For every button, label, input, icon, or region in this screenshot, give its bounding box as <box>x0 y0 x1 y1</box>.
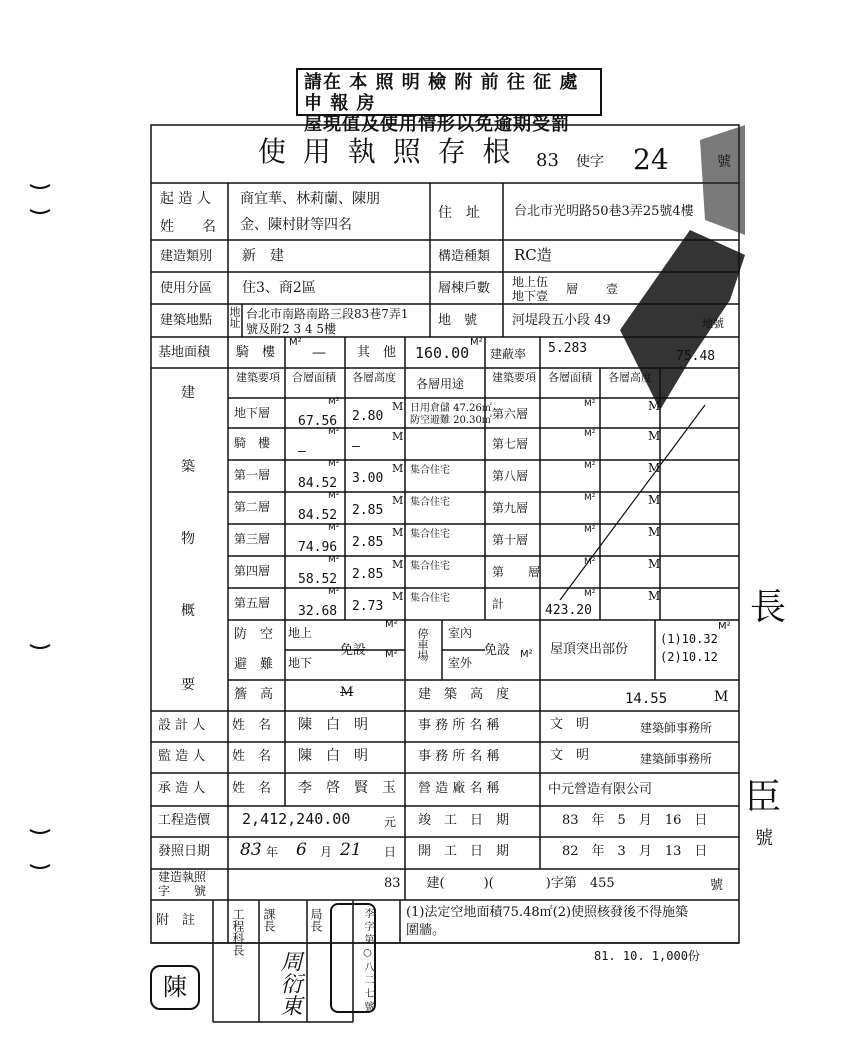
row-area-m2: M² <box>328 555 340 565</box>
floors-above: 地上伍 <box>512 275 549 289</box>
row-height: 2.85 <box>352 503 384 518</box>
section-char-2: 築 <box>181 459 195 475</box>
cost-unit: 元 <box>384 815 397 829</box>
row-right-m: M <box>648 399 661 413</box>
row-height-m: M <box>392 400 404 413</box>
floors-unit-1: 層 <box>566 282 579 296</box>
section-char-3: 物 <box>181 531 195 547</box>
row-height: 3.00 <box>352 471 384 486</box>
contractor-label: 承 造 人 <box>158 781 206 796</box>
row-right-m2: M² <box>584 525 596 535</box>
floors-below: 地下壹 <box>512 289 549 303</box>
license-word: 使字 <box>576 154 604 170</box>
section-char-5: 要 <box>181 677 195 693</box>
supervisor-label: 監 造 人 <box>158 749 206 764</box>
lot-value: 河堤段五小段 49 <box>512 313 611 328</box>
parking-label: 停車場 <box>416 628 429 661</box>
designer-office-2: 建築師事務所 <box>640 721 713 735</box>
right-seal: 李 字 第 ○ 八 二 七 號 <box>362 908 373 1012</box>
firm-label: 營 造 廠 名 稱 <box>418 781 500 796</box>
exempt-2: 免設 <box>484 643 511 658</box>
row-height: 2.85 <box>352 567 384 582</box>
shelter-label: 防 空 <box>234 627 274 642</box>
row-use-2: 防空避難 20.30㎡ <box>410 415 492 426</box>
total-area: 423.20 <box>545 603 592 618</box>
col-height-2: 各層高度 <box>608 371 652 384</box>
row-area-m2: M² <box>328 523 340 533</box>
roof-1: (1)10.32 <box>660 632 718 646</box>
issue-year: 83 <box>240 840 262 860</box>
row-height-m: M <box>392 590 404 603</box>
contractor-name: 李 啓 賢 玉 <box>298 780 396 796</box>
builder-name-2: 金、陳村財等四名 <box>240 217 352 233</box>
area-label: 基地面積 <box>158 345 211 360</box>
row-area: 74.96 <box>298 540 338 555</box>
site-value-1: 台北市南路南路三段83巷7弄1 <box>246 307 409 321</box>
row-name: 地下層 <box>234 406 271 420</box>
supervisor-office-2: 建築師事務所 <box>640 752 713 766</box>
finish-date: 83 年 5 月 16 日 <box>562 813 708 828</box>
designer-office-1: 文 明 <box>550 717 590 732</box>
cost-value: 2,412,240.00 <box>242 810 351 828</box>
license-suffix: 號 <box>717 154 731 170</box>
issue-label: 發照日期 <box>158 844 211 859</box>
designer-name-label: 姓 名 <box>232 718 272 733</box>
row-use-1: 日用倉儲 47.26㎡ <box>410 403 492 414</box>
notes-label: 附 註 <box>156 913 196 928</box>
row-use-1: 集合住宅 <box>410 465 450 476</box>
license-number: 24 <box>633 143 669 176</box>
license-year: 83 <box>536 150 559 171</box>
notes-text-2: 圍牆。 <box>406 923 446 938</box>
col-area-2: 各層面積 <box>548 371 592 384</box>
row-right-m2: M² <box>584 461 596 471</box>
lot-suffix: 地號 <box>702 317 724 330</box>
side-char-1: 長 <box>750 587 787 628</box>
permit-value: 83 建( )( )字第 455 <box>384 876 615 891</box>
row-name: 第一層 <box>234 468 271 482</box>
address-value: 台北市光明路50巷3弄25號4樓 <box>514 204 694 219</box>
row-area: 58.52 <box>298 572 338 587</box>
structure-value: RC造 <box>514 246 552 264</box>
structure-label: 構造種類 <box>438 249 491 264</box>
row-use-1: 集合住宅 <box>410 529 450 540</box>
row-height: 2.85 <box>352 535 384 550</box>
issue-month: 6 <box>296 840 307 860</box>
parking-m2: M² <box>520 649 533 660</box>
row-right-m2: M² <box>584 429 596 439</box>
row-name: 第四層 <box>234 564 271 578</box>
evac-label: 避 難 <box>234 657 274 672</box>
outdoor-label: 室外 <box>448 656 473 670</box>
other-value: 160.00 <box>415 344 470 362</box>
indoor-label: 室內 <box>448 626 473 640</box>
start-label: 開 工 日 期 <box>418 844 510 859</box>
above-label: 地上 <box>288 626 313 640</box>
firm-name: 中元營造有限公司 <box>548 782 653 797</box>
supervisor-office-1: 文 明 <box>550 748 590 763</box>
row-right-name: 第 層 <box>492 565 541 579</box>
section-char-4: 概 <box>181 603 195 619</box>
issue-unit-year: 年 <box>266 845 279 859</box>
row-right-m: M <box>648 461 661 475</box>
designer-label: 設 計 人 <box>158 718 206 733</box>
row-right-m2: M² <box>584 589 596 599</box>
build-type-value: 新 建 <box>242 248 284 264</box>
site-label: 建築地點 <box>160 313 213 328</box>
coverage-value: 5.283 <box>548 341 588 356</box>
coverage-extra: 75.48 <box>676 349 716 364</box>
start-date: 82 年 3 月 13 日 <box>562 844 708 859</box>
builder-label-2: 姓 名 <box>160 219 216 235</box>
below-label: 地下 <box>288 656 313 670</box>
side-char-2: 臣 <box>745 777 782 818</box>
row-right-name: 第十層 <box>492 533 529 547</box>
row-height: 2.73 <box>352 599 384 614</box>
row-name: 第五層 <box>234 596 271 610</box>
row-area-m2: M² <box>328 459 340 469</box>
row-height-m: M <box>392 558 404 571</box>
bldg-height-unit: M <box>714 689 729 705</box>
row-height-m: M <box>392 430 404 443</box>
shelter-m2-b: M² <box>385 649 398 660</box>
row-area: 84.52 <box>298 508 338 523</box>
row-name: 第二層 <box>234 500 271 514</box>
row-use-1: 集合住宅 <box>410 561 450 572</box>
site-prefix: 地址 <box>228 306 241 328</box>
issue-day: 21 <box>340 840 362 860</box>
stamp-col-3: 局長 <box>309 908 323 932</box>
row-name: 第三層 <box>234 532 271 546</box>
row-right-name: 計 <box>492 597 505 611</box>
row-right-m2: M² <box>584 557 596 567</box>
footer-print: 81. 10. 1,000份 <box>594 949 700 963</box>
exempt-1: 免設 <box>340 643 367 658</box>
floors-label: 層棟戶數 <box>438 281 491 296</box>
permit-suffix: 號 <box>710 878 724 893</box>
lot-label: 地 號 <box>438 313 478 328</box>
row-right-m: M <box>648 557 661 571</box>
row-use-1: 集合住宅 <box>410 593 450 604</box>
stamp-col-1: 工程科長 <box>231 908 245 956</box>
side-char-3: 號 <box>755 828 773 849</box>
row-height-m: M <box>392 462 404 475</box>
supervisor-name: 陳 白 明 <box>298 748 368 764</box>
coverage-label: 建蔽率 <box>490 347 527 361</box>
designer-name: 陳 白 明 <box>298 717 368 733</box>
chen-seal-char: 陳 <box>163 973 187 1001</box>
eave-label: 簷 高 <box>234 687 274 702</box>
roof-label: 屋頂突出部份 <box>550 642 629 657</box>
designer-office-label: 事 務 所 名 稱 <box>418 718 500 733</box>
cost-label: 工程造價 <box>158 813 211 828</box>
col-item-2: 建築要項 <box>492 371 536 384</box>
permit-label-1: 建造執照 <box>158 870 207 884</box>
row-right-m: M <box>648 429 661 443</box>
builder-name-1: 商宜華、林莉蘭、陳朋 <box>240 191 380 207</box>
row-height-m: M <box>392 494 404 507</box>
row-right-m: M <box>648 589 661 603</box>
notice-line-1: 請在 本 照 明 檢 附 前 往 征 處 申 報 房 <box>304 72 579 114</box>
row-right-name: 第七層 <box>492 437 529 451</box>
col-area: 合層面積 <box>292 371 336 384</box>
eave-value: M <box>340 685 354 700</box>
row-height: — <box>352 439 360 454</box>
row-area-m2: M² <box>328 587 340 597</box>
bldg-height-value: 14.55 <box>625 691 668 707</box>
issue-unit-day: 日 <box>384 845 397 859</box>
row-height-m: M <box>392 526 404 539</box>
row-area-m2: M² <box>328 397 340 407</box>
row-right-m: M <box>648 525 661 539</box>
bldg-height-label: 建 築 高 度 <box>418 687 510 702</box>
row-use-1: 集合住宅 <box>410 497 450 508</box>
address-label: 住 址 <box>438 205 480 221</box>
supervisor-name-label: 姓 名 <box>232 749 272 764</box>
stamp-col-2: 課長 <box>262 908 276 932</box>
floors-unit-2: 壹 <box>606 282 619 296</box>
site-value-2: 號及附2 3 4 5樓 <box>246 322 336 336</box>
chen-seal <box>150 965 200 1010</box>
row-height: 2.80 <box>352 409 384 424</box>
row-right-name: 第六層 <box>492 407 529 421</box>
finish-label: 竣 工 日 期 <box>418 813 510 828</box>
row-right-m: M <box>648 493 661 507</box>
other-label: 其 他 <box>357 345 397 360</box>
shelter-m2-a: M² <box>385 619 398 630</box>
other-m2: M² <box>470 337 483 348</box>
builder-label-1: 起 造 人 <box>160 191 211 207</box>
row-right-name: 第八層 <box>492 469 529 483</box>
arcade-dash: — <box>312 345 326 361</box>
permit-label-2: 字 號 <box>158 884 207 898</box>
contractor-name-label: 姓 名 <box>232 781 272 796</box>
section-char-1: 建 <box>181 385 195 401</box>
zone-value: 住3、商2區 <box>242 280 316 296</box>
row-right-m2: M² <box>584 399 596 409</box>
row-name: 騎 樓 <box>234 436 271 450</box>
build-type-label: 建造類別 <box>160 249 213 264</box>
arcade-m2: M² <box>289 337 302 348</box>
row-right-m2: M² <box>584 493 596 503</box>
row-area: 32.68 <box>298 604 338 619</box>
row-right-name: 第九層 <box>492 501 529 515</box>
zone-label: 使用分區 <box>160 281 213 296</box>
row-area: — <box>298 444 306 459</box>
signature-1: 周衍東 <box>277 950 302 1016</box>
col-use: 各層用途 <box>416 377 465 391</box>
row-area: 67.56 <box>298 414 338 429</box>
form-title: 使 用 執 照 存 根 <box>258 135 515 168</box>
col-height: 各層高度 <box>352 371 396 384</box>
issue-unit-month: 月 <box>320 845 333 859</box>
arcade-label: 騎 樓 <box>236 345 276 360</box>
notice-line-2: 屋現值及使用情形以免逾期受罰 <box>304 114 570 135</box>
row-area: 84.52 <box>298 476 338 491</box>
notes-text-1: (1)法定空地面積75.48㎡(2)使照核發後不得施築 <box>406 905 689 920</box>
row-area-m2: M² <box>328 427 340 437</box>
row-area-m2: M² <box>328 491 340 501</box>
col-item: 建築要項 <box>236 371 280 384</box>
supervisor-office-label: 事 務 所 名 稱 <box>418 749 500 764</box>
roof-m2: M² <box>718 621 731 632</box>
roof-2: (2)10.12 <box>660 650 718 664</box>
